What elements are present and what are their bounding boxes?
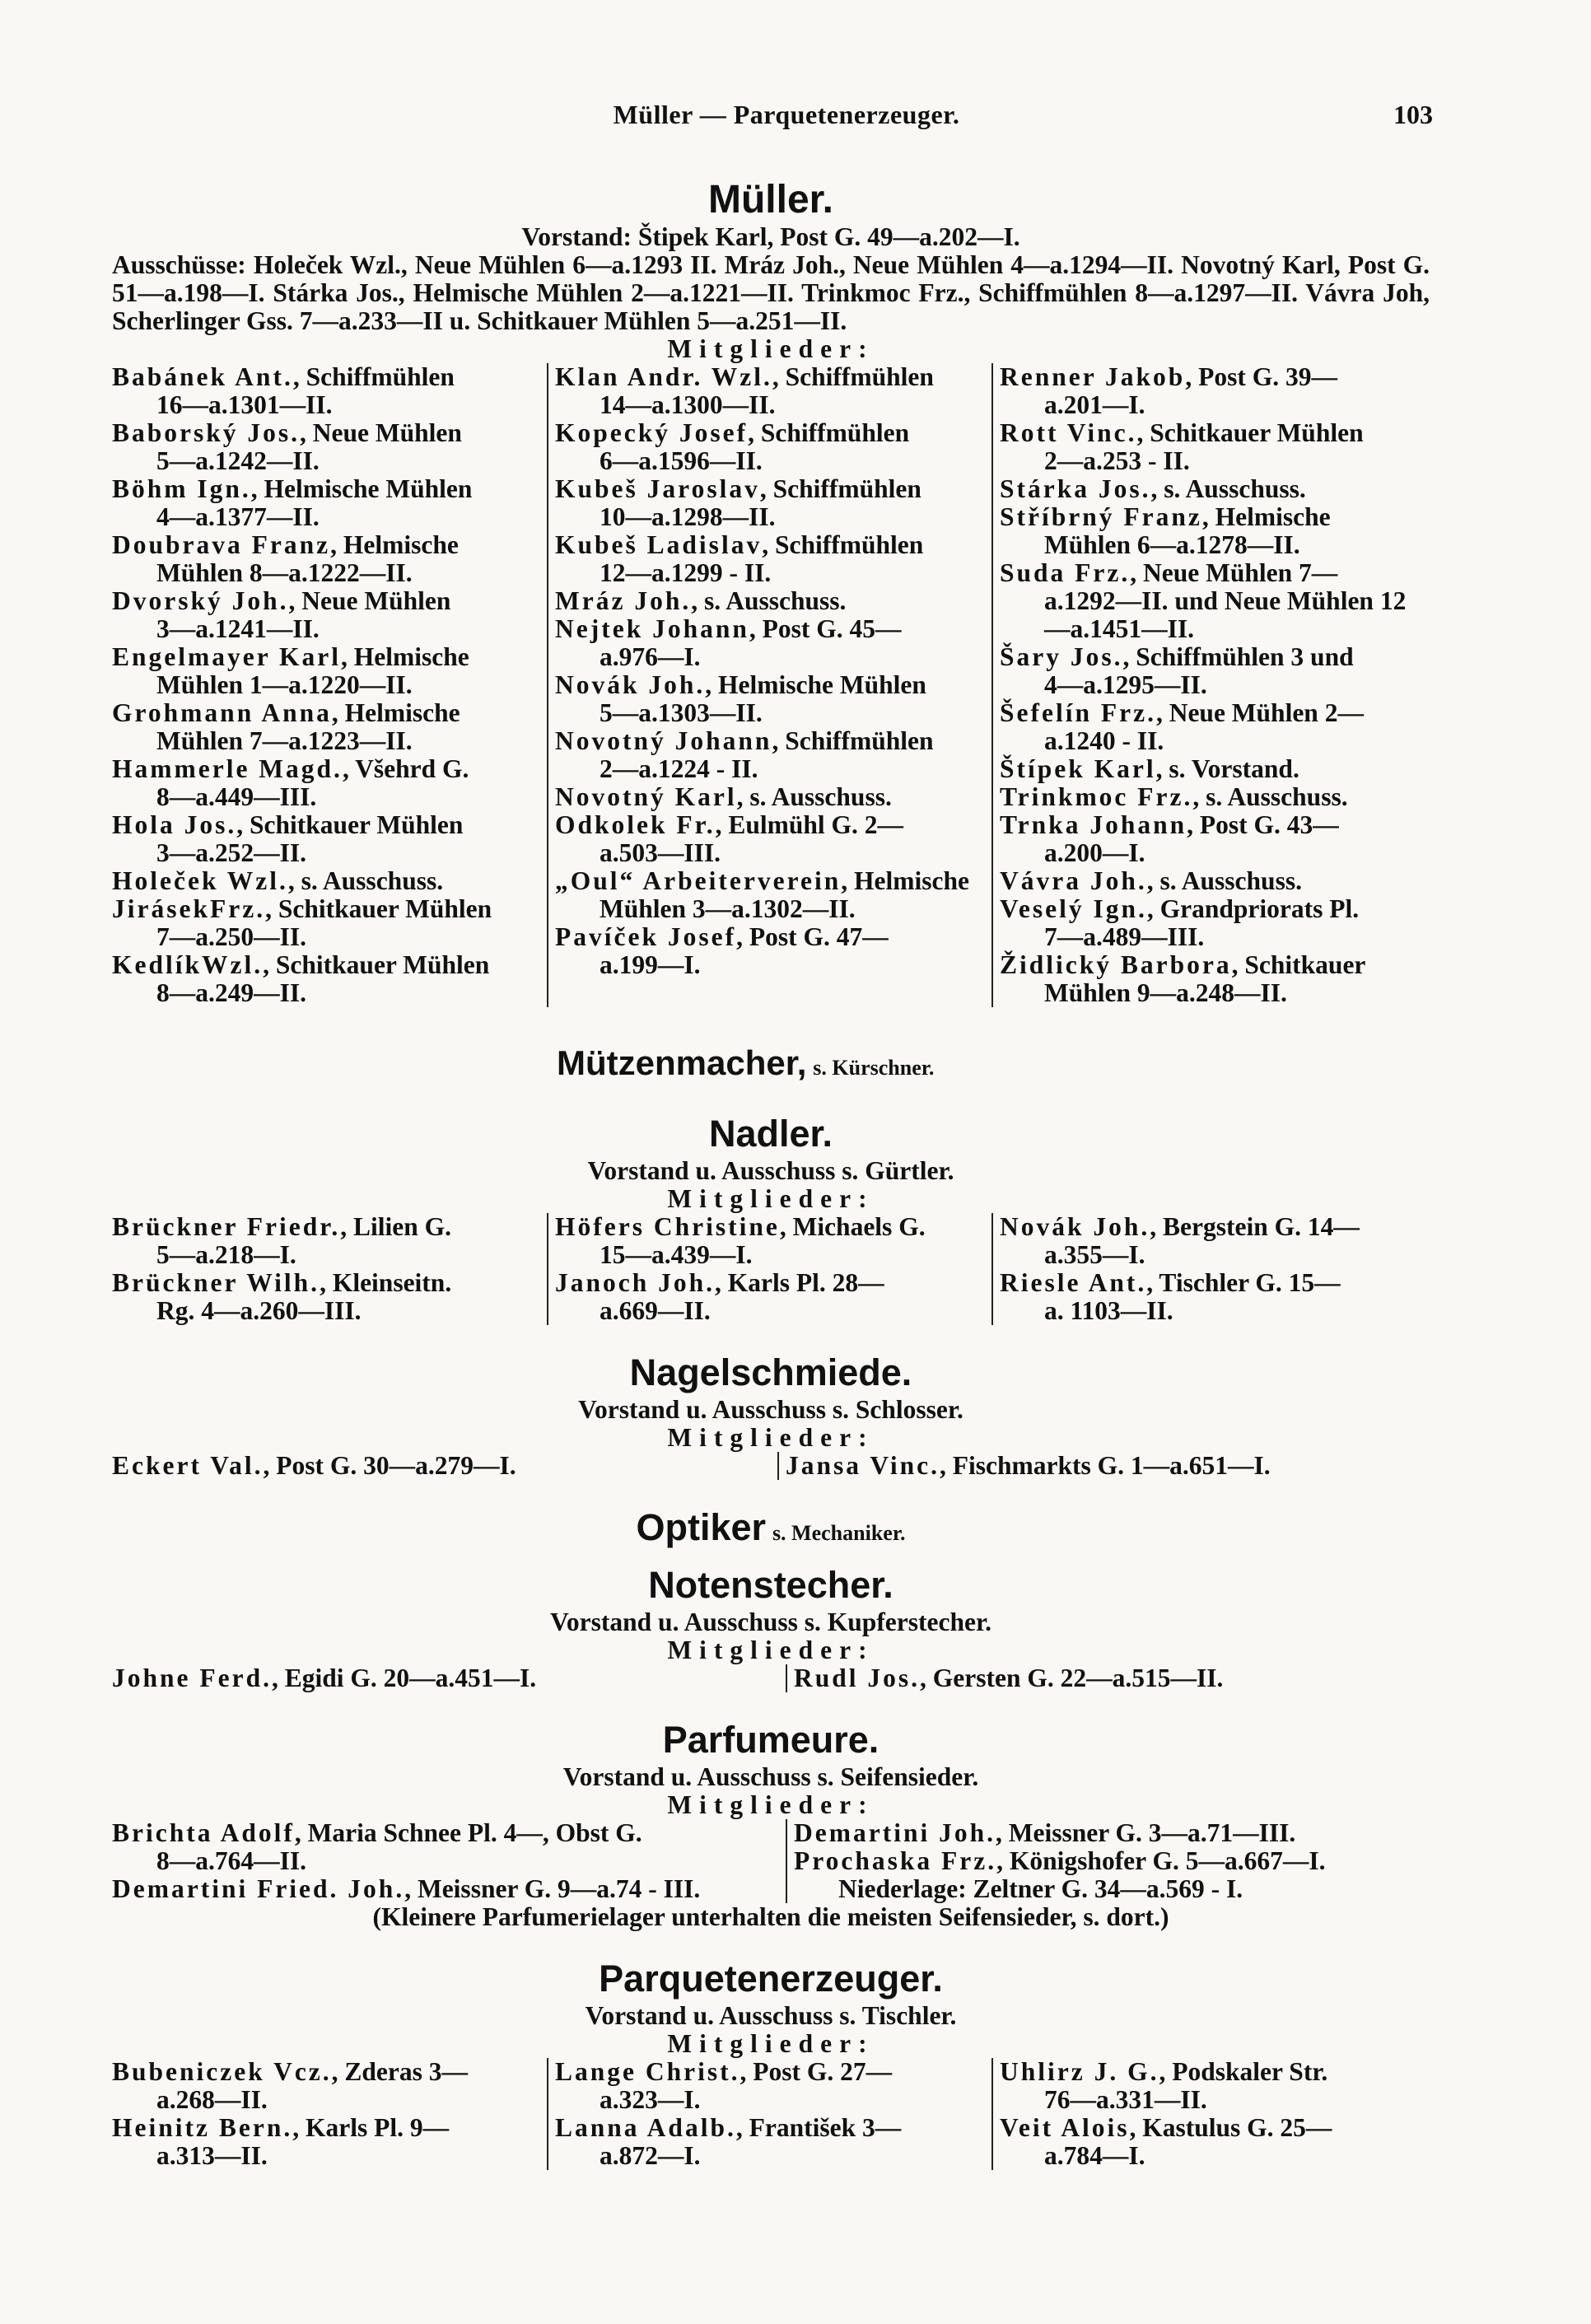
member-address-continued: a.268—II. [156,2085,268,2114]
member-name: Rott Vinc. [1000,418,1137,447]
member-address-continued: a.872—I. [600,2141,701,2170]
nagelschmiede-mitglieder-label: Mitglieder: [667,1423,875,1452]
member-address: , Schitkauer Mühlen [236,810,464,839]
member-entry [1000,867,1430,895]
member-entry [1000,1213,1430,1269]
member-name: Novotný Johann [555,726,772,755]
member-address: , Karls Pl. 28— [715,1268,884,1297]
member-entry [1000,363,1430,419]
member-entry [555,671,985,727]
member-address: , Gersten G. 22—a.515—II. [920,1664,1224,1692]
muetzenmacher-ref: s. Kürschner. [813,1056,935,1080]
member-address: , Helmische [841,866,969,895]
member-name: Novotný Karl [555,782,737,811]
nadler-col-1 [112,1213,548,1325]
member-entry [112,643,540,699]
member-address-continued: a.199—I. [600,950,701,979]
member-name: Engelmayer Karl [112,642,342,671]
member-address: , Neue Mühlen 2— [1155,698,1364,727]
member-entry [555,783,985,811]
member-name: Uhlirz J. G. [1000,2057,1159,2086]
member-name: KedlíkWzl. [112,950,264,979]
member-name: Brückner Wilh. [112,1268,320,1297]
member-address: , Zderas 3— [331,2057,469,2086]
section-title-nagelschmiede: Nagelschmiede. [629,1351,912,1393]
member-address: , Meissner G. 9—a.74 - III. [404,1874,701,1903]
member-name: Nejtek Johann [555,614,749,643]
member-entry [794,1875,1430,1903]
member-entry [555,615,985,671]
member-name: Janoch Joh. [555,1268,716,1297]
member-name: Lanna Adalb. [555,2113,736,2142]
parquetenerzeuger-members [112,2058,1430,2170]
member-name: Bubeniczek Vcz. [112,2057,332,2086]
member-entry [555,475,985,531]
member-name: Novák Joh. [1000,1212,1150,1241]
member-name: Suda Frz. [1000,558,1131,587]
member-entry [794,1847,1430,1875]
member-entry [1000,2058,1430,2114]
member-entry [555,1213,985,1269]
member-address: , Bergstein G. 14— [1150,1212,1360,1241]
member-name: Holeček Wzl. [112,866,288,895]
member-entry [1000,559,1430,643]
member-entry [555,2058,985,2114]
member-name: Štípek Karl [1000,754,1156,783]
member-address-continued: 12—a.1299 - II. [600,558,772,587]
member-address: , Post G. 47— [736,922,889,951]
member-entry [794,1819,1430,1847]
member-entry [1000,755,1430,783]
member-address: , Karls Pl. 9— [292,2113,450,2142]
member-address: , Michaels G. [779,1212,926,1241]
member-address: , Helmische Mühlen [250,474,473,503]
member-address-continued: 7—a.250—II. [156,922,307,951]
member-address-continued: 5—a.1303—II. [600,698,763,727]
member-address: , s. Ausschuss. [691,586,847,615]
member-name: Židlický Barbora [1000,950,1232,979]
member-address-continued: Mühlen 6—a.1278—II. [1044,530,1300,559]
member-address: , Meissner G. 3—a.71—III. [995,1818,1296,1847]
member-name: Prochaska Frz. [794,1846,997,1875]
member-address-continued: 5—a.218—I. [156,1240,296,1269]
parfumeure-right [787,1819,1430,1903]
member-address: , s. Ausschuss. [287,866,444,895]
notenstecher-members [112,1664,1430,1692]
member-name: Brichta Adolf [112,1818,295,1847]
section-title-parfumeure: Parfumeure. [662,1719,879,1761]
member-address: , Schiffmühlen [772,362,934,391]
member-entry [112,2114,540,2170]
member-name: Šary Jos. [1000,642,1123,671]
member-entry [112,531,540,587]
member-entry [112,1269,540,1325]
section-title-nadler: Nadler. [708,1113,833,1155]
section-muetzenmacher [557,1040,1430,1086]
member-name: JirásekFrz. [112,894,266,923]
member-address-continued: 6—a.1596—II. [600,446,763,475]
optiker-ref: s. Mechaniker. [772,1521,906,1545]
mueller-vorstand: Vorstand: Štipek Karl, Post G. 49—a.202—I. [521,222,1020,251]
member-entry [112,2058,540,2114]
member-name: Baborský Jos. [112,418,301,447]
member-name: Rudl Jos. [794,1664,921,1692]
member-name: Trnka Johann [1000,810,1187,839]
member-name: Pavíček Josef [555,922,737,951]
parquetenerzeuger-mitglieder-label: Mitglieder: [667,2029,875,2058]
member-address: , Schiffmühlen [772,726,934,755]
member-address-continued: 8—a.764—II. [156,1846,307,1875]
member-name: Veit Alois [1000,2113,1130,2142]
nagelschmiede-left [112,1452,779,1480]
member-entry [1000,475,1430,503]
mueller-col-2 [548,363,993,1007]
member-entry [112,811,540,867]
member-address: , Schitkauer Mühlen [263,950,490,979]
member-address: , Königshofer G. 5—a.667—I. [996,1846,1326,1875]
member-name: Odkolek Fr. [555,810,716,839]
member-name: Veselý Ign. [1000,894,1147,923]
member-entry [555,923,985,979]
member-address: , Podskaler Str. [1159,2057,1328,2086]
member-address: , Kastulus G. 25— [1129,2113,1332,2142]
member-address: , Helmische [1201,502,1331,531]
mueller-ausschuesse: Ausschüsse: Holeček Wzl., Neue Mühlen 6—a.1293 II. Mráz Joh., Neue Mühlen 4—a.1294—II. Novotný Karl, Post G. 51—a.198—I. Stárka Jos., Helmische Mühlen 2—a.1221—II. Trinkmoc Frz., Schiffmühlen 8—a.1297—II. Vávra Joh, Scherlinger Gss. 7—a.233—II u. Schitkauer Mühlen 5—a.251—II. [112,250,1430,335]
member-name: Novák Joh. [555,670,706,699]
member-entry [555,363,985,419]
member-address-continued: 76—a.331—II. [1044,2085,1207,2114]
member-entry [555,811,985,867]
member-address: , Post G. 27— [740,2057,893,2086]
member-address: , Neue Mühlen 7— [1130,558,1338,587]
member-name: Kubeš Jaroslav [555,474,760,503]
member-entry [1000,643,1430,699]
member-address: , Schiffmühlen [762,530,924,559]
member-entry [112,1213,540,1269]
member-address-continued: 2—a.1224 - II. [600,754,758,783]
member-address-continued: Mühlen 8—a.1222—II. [156,558,413,587]
member-name: Babánek Ant. [112,362,293,391]
member-name: Demartini Joh. [794,1818,996,1847]
member-name: Doubrava Franz [112,530,331,559]
member-name: Stárka Jos. [1000,474,1151,503]
member-entry [112,475,540,531]
member-address: , Post G. 39— [1185,362,1337,391]
nadler-mitglieder-label: Mitglieder: [667,1184,875,1213]
member-address-continued: a.669—II. [600,1296,711,1325]
member-name: Eckert Val. [112,1451,264,1480]
member-entry [112,951,540,1007]
member-name: Kubeš Ladislav [555,530,763,559]
member-address: , Post G. 43— [1187,810,1339,839]
member-address: , Helmische [330,530,459,559]
member-address: , Všehrd G. [342,754,469,783]
member-entry [555,419,985,475]
member-entry [112,1819,779,1875]
member-address-continued: a.1240 - II. [1044,726,1164,755]
member-address: , Schiffmühlen [292,362,455,391]
member-address: , Helmische [331,698,460,727]
member-name: Heinitz Bern. [112,2113,293,2142]
member-address-continued: Mühlen 9—a.248—II. [1044,978,1287,1007]
member-entry [1000,951,1430,1007]
member-entry [1000,783,1430,811]
nadler-col-2 [548,1213,993,1325]
member-entry [112,867,540,895]
member-address-continued: a.784—I. [1044,2141,1145,2170]
member-entry [555,1269,985,1325]
member-address-continued: 15—a.439—I. [600,1240,753,1269]
member-address: , František 3— [735,2113,902,2142]
section-optiker [112,1505,1430,1551]
section-title-parquetenerzeuger: Parquetenerzeuger. [599,1958,943,2000]
member-name: Brückner Friedr. [112,1212,341,1241]
member-address: , Tischler G. 15— [1146,1268,1341,1297]
member-address: , s. Ausschuss. [1146,866,1302,895]
nagelschmiede-vorstand: Vorstand u. Ausschuss s. Schlosser. [578,1395,963,1424]
mueller-col-3 [993,363,1430,1007]
member-address-continued: a.200—I. [1044,838,1145,867]
member-address: , Fischmarkts G. 1—a.651—I. [940,1451,1271,1480]
parquetenerzeuger-col-3 [993,2058,1430,2170]
member-entry [555,727,985,783]
member-entry [555,587,985,615]
member-name: Grohmann Anna [112,698,332,727]
member-entry [1000,895,1430,951]
member-address: , s. Ausschuss. [1192,782,1348,811]
member-name: Riesle Ant. [1000,1268,1147,1297]
member-address: , Kleinseitn. [320,1268,452,1297]
member-address: , Helmische Mühlen [705,670,926,699]
member-address-continued: 14—a.1300—II. [600,390,776,419]
member-entry [112,699,540,755]
member-address: , Schiffmühlen [759,474,921,503]
member-name: Johne Ferd. [112,1664,272,1692]
member-address-continued: 5—a.1242—II. [156,446,320,475]
member-name: Hola Jos. [112,810,237,839]
member-address: , Schitkauer Mühlen [265,894,492,923]
member-address: , s. Ausschuss. [736,782,892,811]
page-content [112,177,1430,2170]
parfumeure-left [112,1819,787,1903]
member-address: , Neue Mühlen [300,418,462,447]
member-address-continued: 10—a.1298—II. [600,502,776,531]
parquetenerzeuger-col-2 [548,2058,993,2170]
member-address: , Eulmühl G. 2— [715,810,904,839]
member-address-continued: 4—a.1295—II. [1044,670,1207,699]
member-address-continued: a.1292—II. und Neue Mühlen 12—a.1451—II. [1044,586,1407,643]
member-entry [112,1875,779,1903]
member-name: Böhm Ign. [112,474,251,503]
member-address-continued: 3—a.252—II. [156,838,307,867]
member-name: Šefelín Frz. [1000,698,1156,727]
member-address-continued: 16—a.1301—II. [156,390,333,419]
nadler-members [112,1213,1430,1325]
member-name: Kopecký Josef [555,418,749,447]
member-entry [555,531,985,587]
member-address: , Neue Mühlen [288,586,451,615]
member-address: , Lilien G. [340,1212,452,1241]
member-address: , Grandpriorats Pl. [1146,894,1360,923]
notenstecher-left [112,1664,787,1692]
parfumeure-mitglieder-label: Mitglieder: [667,1790,875,1819]
member-entry [112,587,540,643]
member-name: Lange Christ. [555,2057,740,2086]
parfumeure-note: (Kleinere Parfumerielager unterhalten die meisten Seifensieder, s. dort.) [372,1902,1169,1931]
member-address-continued: a.313—II. [156,2141,268,2170]
member-address-continued: Mühlen 1—a.1220—II. [156,670,413,699]
member-address: , Schiffmühlen [748,418,910,447]
member-entry [112,363,540,419]
member-address-continued: a.201—I. [1044,390,1145,419]
member-name: Stříbrný Franz [1000,502,1202,531]
member-address-continued: 7—a.489—III. [1044,922,1205,951]
parquetenerzeuger-vorstand: Vorstand u. Ausschuss s. Tischler. [585,2001,957,2030]
member-entry [555,2114,985,2170]
section-title-mueller: Müller. [707,178,834,222]
member-entry [112,895,540,951]
parfumeure-vorstand: Vorstand u. Ausschuss s. Seifensieder. [562,1762,979,1791]
member-address-continued: a.976—I. [600,642,701,671]
notenstecher-vorstand: Vorstand u. Ausschuss s. Kupferstecher. [550,1608,991,1636]
section-title-notenstecher: Notenstecher. [648,1564,893,1606]
parfumeure-members [112,1819,1430,1903]
member-entry [1000,503,1430,559]
nagelschmiede-members [112,1452,1430,1480]
section-title-optiker: Optiker [636,1506,767,1548]
member-address: , Maria Schnee Pl. 4—, Obst G. [294,1818,642,1847]
member-address-continued: a.355—I. [1044,1240,1145,1269]
member-address-continued: Mühlen 3—a.1302—II. [600,894,856,923]
member-name: Klan Andr. Wzl. [555,362,772,391]
member-entry [1000,1269,1430,1325]
member-address: , Post G. 30—a.279—I. [263,1451,516,1480]
member-name: Demartini Fried. Joh. [112,1874,405,1903]
member-address-continued: Mühlen 7—a.1223—II. [156,726,413,755]
nadler-vorstand: Vorstand u. Ausschuss s. Gürtler. [587,1156,954,1185]
member-address-continued: a.323—I. [600,2085,701,2114]
member-address: , Schitkauer Mühlen [1136,418,1364,447]
member-entry [1000,419,1430,475]
mueller-col-1 [112,363,548,1007]
member-entry [1000,2114,1430,2170]
member-entry [1000,811,1430,867]
member-address: , Schitkauer [1231,950,1366,979]
notenstecher-mitglieder-label: Mitglieder: [667,1636,875,1664]
member-entry [555,867,985,923]
member-address: , Schiffmühlen 3 und [1122,642,1354,671]
member-name: Hammerle Magd. [112,754,343,783]
member-name: Trinkmoc Frz. [1000,782,1193,811]
mueller-mitglieder-label: Mitglieder: [667,334,875,363]
member-address-continued: 2—a.253 - II. [1044,446,1190,475]
member-address: , s. Vorstand. [1155,754,1299,783]
member-name: Dvorský Joh. [112,586,289,615]
member-entry [1000,699,1430,755]
member-address: Niederlage: Zeltner G. 34—a.569 - I. [838,1874,1243,1903]
member-name: „Oul“ Arbeiterverein [555,866,842,895]
member-name: Vávra Joh. [1000,866,1147,895]
member-address-continued: a. 1103—II. [1044,1296,1173,1325]
nagelschmiede-right [779,1452,1430,1480]
notenstecher-right [787,1664,1430,1692]
member-entry [112,419,540,475]
member-address-continued: Rg. 4—a.260—III. [156,1296,362,1325]
member-address: , Helmische [341,642,469,671]
member-address-continued: 8—a.249—II. [156,978,307,1007]
nadler-col-3 [993,1213,1430,1325]
member-name: Höfers Christine [555,1212,780,1241]
member-address: , s. Ausschuss. [1150,474,1306,503]
member-name: Jansa Vinc. [786,1451,940,1480]
member-name: Mráz Joh. [555,586,692,615]
section-title-muetzenmacher: Mützenmacher, [557,1043,807,1082]
member-address-continued: 4—a.1377—II. [156,502,320,531]
member-name: Renner Jakob [1000,362,1186,391]
member-address: , Post G. 45— [749,614,902,643]
member-address-continued: 3—a.1241—II. [156,614,320,643]
member-entry [112,755,540,811]
page-number: 103 [1393,100,1433,129]
parquetenerzeuger-col-1 [112,2058,548,2170]
running-head: Müller — Parquetenerzeuger. [613,100,960,129]
member-address: , Egidi G. 20—a.451—I. [272,1664,537,1692]
member-address-continued: a.503—III. [600,838,721,867]
member-address-continued: 8—a.449—III. [156,782,317,811]
mueller-members [112,363,1430,1007]
